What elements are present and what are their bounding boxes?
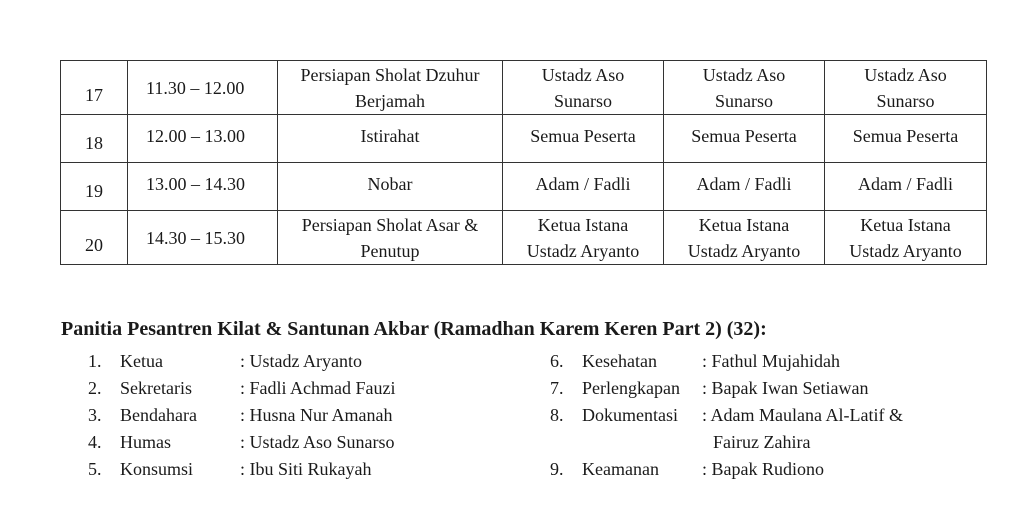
pic-line: Ustadz Aryanto: [526, 240, 640, 261]
committee-list-right: [550, 348, 903, 483]
list-item: [550, 456, 903, 483]
row-number: 18: [61, 115, 128, 163]
pic-cell: [825, 61, 987, 115]
item-role: Humas: [120, 432, 171, 452]
list-item-continuation: [550, 429, 903, 456]
pic-cell: Semua Peserta: [664, 115, 825, 163]
pic-cell: Adam / Fadli: [664, 163, 825, 211]
item-person: : Fadli Achmad Fauzi: [240, 378, 396, 398]
schedule-table: [60, 60, 987, 265]
table-row: [61, 61, 987, 115]
item-person: : Bapak Rudiono: [702, 459, 824, 479]
pic-line: Ustadz Aryanto: [687, 240, 801, 261]
table-row: [61, 163, 987, 211]
list-item: [550, 375, 903, 402]
item-role: Kesehatan: [582, 351, 657, 371]
activity-cell: Nobar: [278, 163, 503, 211]
item-role: Bendahara: [120, 405, 197, 425]
item-number: 2.: [88, 378, 102, 398]
activity-line: Persiapan Sholat Asar &: [301, 214, 479, 235]
item-person: : Ustadz Aryanto: [240, 351, 362, 371]
item-person: : Ustadz Aso Sunarso: [240, 432, 395, 452]
pic-cell: Adam / Fadli: [503, 163, 664, 211]
item-number: 4.: [88, 432, 102, 452]
table-row: [61, 211, 987, 265]
item-person: Fairuz Zahira: [713, 432, 811, 452]
pic-line: Ketua Istana: [860, 214, 951, 235]
list-item: [88, 402, 395, 429]
item-number: 1.: [88, 351, 102, 371]
item-role: Sekretaris: [120, 378, 192, 398]
item-person: : Husna Nur Amanah: [240, 405, 393, 425]
item-role: Ketua: [120, 351, 163, 371]
list-item: [550, 402, 903, 429]
item-person: : Adam Maulana Al-Latif &: [702, 405, 903, 425]
pic-cell: Semua Peserta: [503, 115, 664, 163]
list-item: [88, 429, 395, 456]
schedule-body: [61, 61, 987, 265]
pic-line: Ketua Istana: [698, 214, 790, 235]
item-person: : Bapak Iwan Setiawan: [702, 378, 869, 398]
pic-line: Sunarso: [715, 90, 773, 111]
activity-line: Persiapan Sholat Dzuhur: [300, 64, 480, 85]
row-number: 20: [61, 211, 128, 265]
pic-cell: Adam / Fadli: [825, 163, 987, 211]
item-number: 3.: [88, 405, 102, 425]
row-number: 19: [61, 163, 128, 211]
activity-cell: Istirahat: [278, 115, 503, 163]
item-role: Dokumentasi: [582, 405, 678, 425]
pic-line: Ustadz Aso: [702, 64, 786, 85]
list-item: [88, 375, 395, 402]
pic-cell: [503, 211, 664, 265]
item-role: Perlengkapan: [582, 378, 680, 398]
activity-line: Berjamah: [355, 90, 425, 111]
item-number: 5.: [88, 459, 102, 479]
pic-line: Ustadz Aso: [541, 64, 625, 85]
pic-line: Sunarso: [554, 90, 612, 111]
list-item: [550, 348, 903, 375]
pic-cell: [664, 61, 825, 115]
list-item: [88, 456, 395, 483]
time-cell: 14.30 – 15.30: [128, 211, 278, 265]
time-cell: 11.30 – 12.00: [128, 61, 278, 115]
pic-line: Ustadz Aso: [864, 64, 947, 85]
activity-cell: [278, 211, 503, 265]
table-row: [61, 115, 987, 163]
pic-cell: [503, 61, 664, 115]
pic-cell: [825, 211, 987, 265]
list-item: [88, 348, 395, 375]
row-number: 17: [61, 61, 128, 115]
item-number: [550, 429, 582, 456]
time-cell: 12.00 – 13.00: [128, 115, 278, 163]
item-number: 6.: [550, 351, 564, 371]
pic-line: Sunarso: [876, 90, 935, 111]
item-role: Keamanan: [582, 459, 659, 479]
pic-line: Ustadz Aryanto: [849, 240, 962, 261]
activity-line: Penutup: [360, 240, 420, 261]
item-person: : Fathul Mujahidah: [702, 351, 840, 371]
time-cell: 13.00 – 14.30: [128, 163, 278, 211]
committee-title: Panitia Pesantren Kilat & Santunan Akbar (Ramadhan Karem Keren Part 2) (32):: [61, 318, 767, 340]
committee-list-left: [88, 348, 395, 483]
item-number: 9.: [550, 459, 564, 479]
activity-cell: [278, 61, 503, 115]
pic-cell: [664, 211, 825, 265]
item-person: : Ibu Siti Rukayah: [240, 459, 372, 479]
pic-line: Ketua Istana: [537, 214, 629, 235]
pic-cell: Semua Peserta: [825, 115, 987, 163]
item-role: Konsumsi: [120, 459, 194, 479]
item-role: [582, 429, 702, 456]
item-number: 7.: [550, 378, 564, 398]
item-number: 8.: [550, 405, 564, 425]
